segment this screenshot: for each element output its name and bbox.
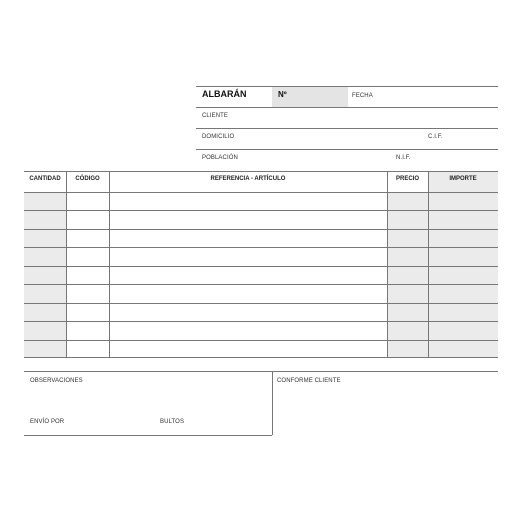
header-rule-2 [196,128,498,129]
table-bottom-border [24,357,498,358]
column-header-code: CÓDIGO [75,176,100,182]
client-label: CLIENTE [202,113,229,119]
column-divider-4 [428,171,429,358]
row-rule [24,303,498,304]
cif-label: C.I.F. [428,134,443,140]
document-title: ALBARÁN [202,89,247,99]
packages-label: BULTOS [160,419,185,425]
row-rule [24,266,498,267]
header-rule-3 [196,149,498,150]
column-divider-2 [109,171,110,358]
footer-top-rule [24,371,498,372]
column-divider-3 [387,171,388,358]
shipped-by-label: ENVÍO POR [30,419,65,425]
column-header-quantity: CANTIDAD [29,176,61,182]
date-label: FECHA [352,93,373,99]
number-label: Nº [278,90,287,99]
column-header-price: PRECIO [395,176,419,182]
header-rule-1 [196,107,498,108]
amount-column-shade [428,171,498,358]
row-rule [24,340,498,341]
observations-label: OBSERVACIONES [30,378,83,384]
row-rule [24,321,498,322]
header-row-rule [24,192,498,193]
town-label: POBLACIÓN [202,155,238,161]
address-label: DOMICILIO [202,134,235,140]
row-rule [24,284,498,285]
row-rule [24,229,498,230]
price-column-shade [387,192,428,358]
nif-label: N.I.F. [396,155,411,161]
quantity-column-shade [24,192,66,358]
items-table [24,171,498,358]
footer-divider [272,371,273,435]
client-conformity-label: CONFORME CLIENTE [277,378,341,384]
column-header-reference: REFERENCIA - ARTÍCULO [210,176,286,182]
column-divider-1 [66,171,67,358]
table-top-border [24,171,498,172]
row-rule [24,210,498,211]
footer-bottom-rule [24,435,272,436]
row-rule [24,247,498,248]
column-header-amount: IMPORTE [449,176,477,182]
